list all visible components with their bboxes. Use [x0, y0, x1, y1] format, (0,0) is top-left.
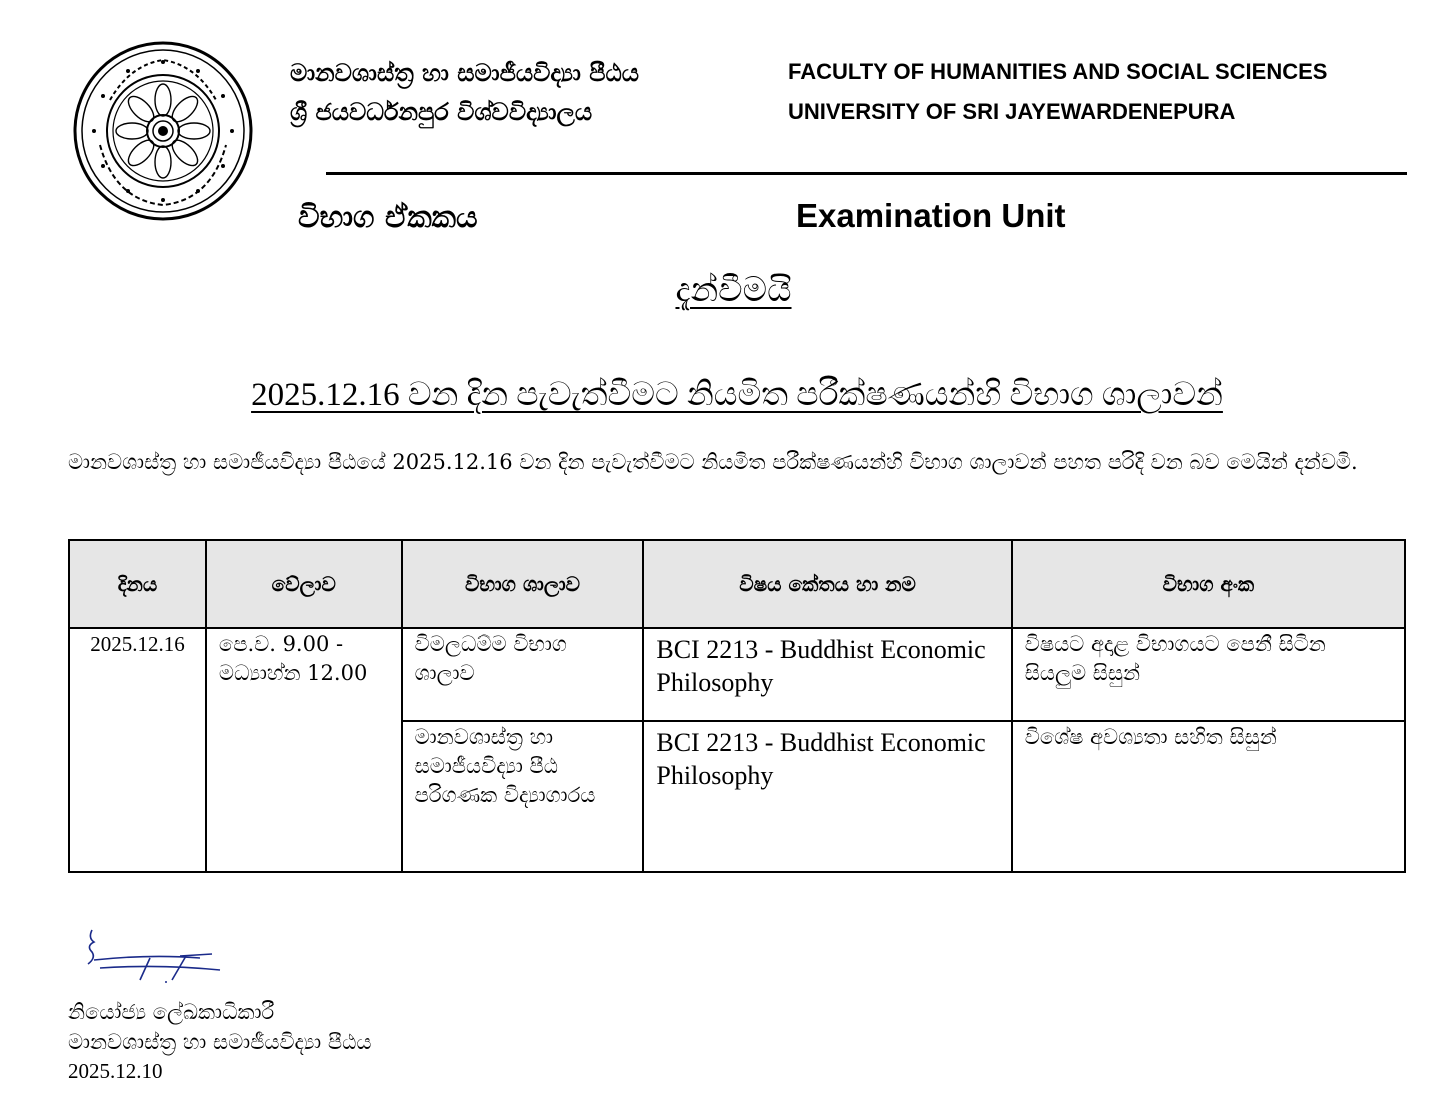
notice-title: දැන්වීමයි [675, 270, 792, 310]
subject-heading [0, 377, 1446, 414]
exam-time-cell: පෙ.ව. 9.00 - මධ්‍යාහ්න 12.00 [206, 628, 402, 872]
header-exam-numbers: විභාග අංක [1012, 540, 1405, 628]
signatory-title: නියෝජ්‍ය ලේඛකාධිකාරී [68, 1000, 275, 1024]
header-hall: විභාග ශාලාව [402, 540, 644, 628]
header-time: වේලාව [206, 540, 402, 628]
table-row [69, 628, 1405, 721]
hall-cell: මානවශාස්ත්‍ර හා සමාජීයවිද්‍යා පීඨ පරිගණක විද්‍යාගාරය [402, 721, 644, 872]
faculty-name-sinhala: මානවශාස්ත්‍ර හා සමාජීයවිද්‍යා පීඨය [290, 58, 639, 87]
subject-cell: BCI 2213 - Buddhist Economic Philosophy [643, 721, 1011, 872]
exam-date-cell: 2025.12.16 [69, 628, 206, 872]
hall-cell: විමලධම්ම විභාග ශාලාව [402, 628, 644, 721]
unit-name-sinhala: විභාග ඒකකය [298, 200, 478, 235]
university-name-english: UNIVERSITY OF SRI JAYEWARDENEPURA [788, 99, 1236, 124]
header-date: දිනය [69, 540, 206, 628]
university-name-sinhala: ශ්‍රී ජයවර්ධනපුර විශ්වවිද්‍යාලය [290, 97, 593, 126]
issue-date: 2025.12.10 [68, 1059, 163, 1083]
faculty-name-english: FACULTY OF HUMANITIES AND SOCIAL SCIENCES [788, 59, 1328, 84]
subject-line: 2025.12.16 වන දින පැවැත්වීමට නියමිත පරීක්ෂණයන්හි විභාග ශාලාවන් [251, 377, 1223, 413]
university-seal-logo [70, 40, 256, 222]
exam-numbers-cell: විශේෂ අවශ්‍යතා සහිත සිසුන් [1012, 721, 1405, 872]
notice-heading [0, 270, 1446, 310]
subject-cell: BCI 2213 - Buddhist Economic Philosophy [643, 628, 1011, 721]
header-subject: විෂය කේතය හා නම [643, 540, 1011, 628]
unit-name-english: Examination Unit [796, 197, 1066, 234]
intro-paragraph: මානවශාස්ත්‍ර හා සමාජීයවිද්‍යා පීඨයේ 2025.12.16 වන දින පැවැත්වීමට නියමිත පරීක්ෂණයන්හි විභාග ශාලාවන් පහත පරිදි වන බව මෙයින් දන්වමි. [68, 450, 1358, 474]
exam-numbers-cell: විෂයට අදාළ විභාගයට පෙනී සිටින සියලුම සිසුන් [1012, 628, 1405, 721]
signature [80, 924, 230, 984]
header-divider [326, 172, 1407, 175]
signatory-faculty: මානවශාස්ත්‍ර හා සමාජීයවිද්‍යා පීඨය [68, 1030, 372, 1054]
exam-hall-table [68, 539, 1406, 873]
table-header-row [69, 540, 1405, 628]
